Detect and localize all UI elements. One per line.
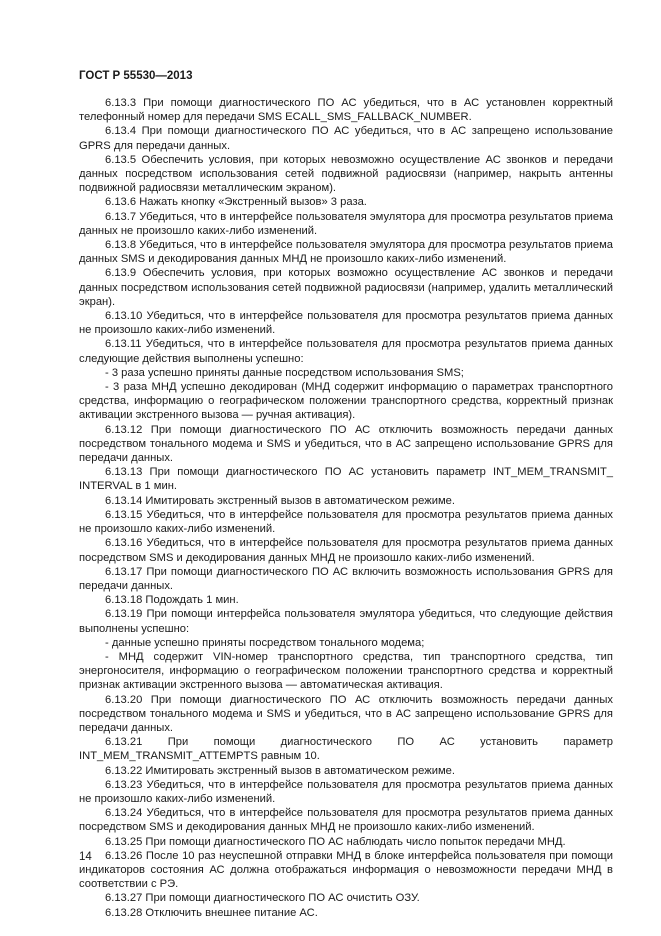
list-item: - 3 раза успешно приняты данные посредством использования SMS; bbox=[105, 366, 464, 379]
paragraph-6-13-9: 6.13.9 Обеспечить условия, при которых возможно осуществление АС звонков и передачи данных посредством использования сетей подвижной радиосвязи (например, удалить металлический экран). bbox=[79, 267, 613, 308]
paragraph-6-13-12: 6.13.12 При помощи диагностического ПО АС отключить возможность передачи данных посредством тонального модема и SMS и убедиться, что в АС запрещено использование GPRS для передачи данных. bbox=[79, 423, 613, 465]
paragraph-6-13-16: 6.13.16 Убедиться, что в интерфейсе пользователя для просмотра результатов приема данных посредством SMS и декодирования данных МНД не произошло каких-либо изменений. bbox=[79, 537, 613, 564]
paragraph-6-13-26: 6.13.26 После 10 раз неуспешной отправки МНД в блоке интерфейса пользователя при помощи индикаторов состояния АС должна отображаться информация о невозможности передачи МНД в соответствии с РЭ. bbox=[79, 849, 613, 891]
paragraph-6-13-22: 6.13.22 Имитировать экстренный вызов в автоматическом режиме. bbox=[105, 764, 455, 777]
paragraph-6-13-13: 6.13.13 При помощи диагностического ПО АС установить параметр INT_MEM_TRANSMIT_ INTERVAL в 1 мин. bbox=[79, 466, 613, 493]
paragraph-6-13-10: 6.13.10 Убедиться, что в интерфейсе пользователя для просмотра результатов приема данных не произошло каких-либо изменений. bbox=[79, 310, 613, 337]
paragraph-6-13-5: 6.13.5 Обеспечить условия, при которых невозможно осуществление АС звонков и передачи данных посредством использования сетей подвижной радиосвязи (например, накрыть антенны подвижной радиосвязи металлическим экраном). bbox=[79, 153, 613, 195]
list-item: - данные успешно приняты посредством тонального модема; bbox=[105, 636, 425, 649]
paragraph-6-13-20: 6.13.20 При помощи диагностического ПО АС отключить возможность передачи данных посредством тонального модема и SMS и убедиться, что в АС запрещено использование GPRS для передачи данных. bbox=[79, 693, 613, 734]
page-number: 14 bbox=[79, 851, 92, 863]
paragraph-6-13-6: 6.13.6 Нажать кнопку «Экстренный вызов» 3 раза. bbox=[105, 196, 367, 209]
paragraph-6-13-28: 6.13.28 Отключить внешнее питание АС. bbox=[105, 906, 318, 919]
paragraph-6-13-8: 6.13.8 Убедиться, что в интерфейсе пользователя эмулятора для просмотра результатов приема данных SMS и декодирования данных МНД не произошло каких-либо изменений. bbox=[79, 239, 613, 266]
paragraph-6-13-4: 6.13.4 При помощи диагностического ПО АС убедиться, что в АС запрещено использование GPRS для передачи данных. bbox=[79, 125, 613, 152]
paragraph-6-13-18: 6.13.18 Подождать 1 мин. bbox=[105, 594, 239, 607]
paragraph-6-13-21: 6.13.21 При помощи диагностического ПО АС установить параметр INT_MEM_TRANSMIT_ATTEMPTS равным 10. bbox=[79, 736, 613, 763]
list-item: - МНД содержит VIN-номер транспортного средства, тип транспортного средства, тип энергоносителя, информацию о географическом положении транспортного средства и корректный признак активации экстренного вызова — автоматическая активация. bbox=[79, 650, 613, 692]
paragraph-6-13-14: 6.13.14 Имитировать экстренный вызов в автоматическом режиме. bbox=[105, 494, 455, 507]
paragraph-6-13-24: 6.13.24 Убедиться, что в интерфейсе пользователя для просмотра результатов приема данных посредством SMS и декодирования данных МНД не произошло каких-либо изменений. bbox=[79, 807, 613, 834]
document-body bbox=[79, 96, 613, 920]
paragraph-6-13-23: 6.13.23 Убедиться, что в интерфейсе пользователя для просмотра результатов приема данных не произошло каких-либо изменений. bbox=[79, 778, 613, 805]
paragraph-6-13-15: 6.13.15 Убедиться, что в интерфейсе пользователя для просмотра результатов приема данных не произошло каких-либо изменений. bbox=[79, 508, 613, 536]
paragraph-6-13-3: 6.13.3 При помощи диагностического ПО АС убедиться, что в АС установлен корректный телефонный номер для передачи SMS ECALL_SMS_FALLBACK_NUMBER. bbox=[79, 97, 613, 124]
paragraph-6-13-17: 6.13.17 При помощи диагностического ПО АС включить возможность использования GPRS для передачи данных. bbox=[79, 565, 613, 592]
paragraph-6-13-11: 6.13.11 Убедиться, что в интерфейсе пользователя для просмотра результатов приема данных следующие действия выполнены успешно: bbox=[79, 338, 613, 365]
paragraph-6-13-19: 6.13.19 При помощи интерфейса пользователя эмулятора убедиться, что следующие действия выполнены успешно: bbox=[79, 608, 613, 635]
document-header: ГОСТ Р 55530—2013 bbox=[79, 70, 193, 82]
paragraph-6-13-25: 6.13.25 При помощи диагностического ПО АС наблюдать число попыток передачи МНД. bbox=[105, 835, 566, 848]
paragraph-6-13-7: 6.13.7 Убедиться, что в интерфейсе пользователя эмулятора для просмотра результатов приема данных не произошло каких-либо изменений. bbox=[79, 210, 613, 237]
list-item: - 3 раза МНД успешно декодирован (МНД содержит информацию о параметрах транспортного средства, информацию о географическом положении транспортного средства, корректный признак активации экстренного вызова — ручная активация). bbox=[79, 381, 613, 422]
paragraph-6-13-27: 6.13.27 При помощи диагностического ПО АС очистить ОЗУ. bbox=[105, 892, 420, 905]
